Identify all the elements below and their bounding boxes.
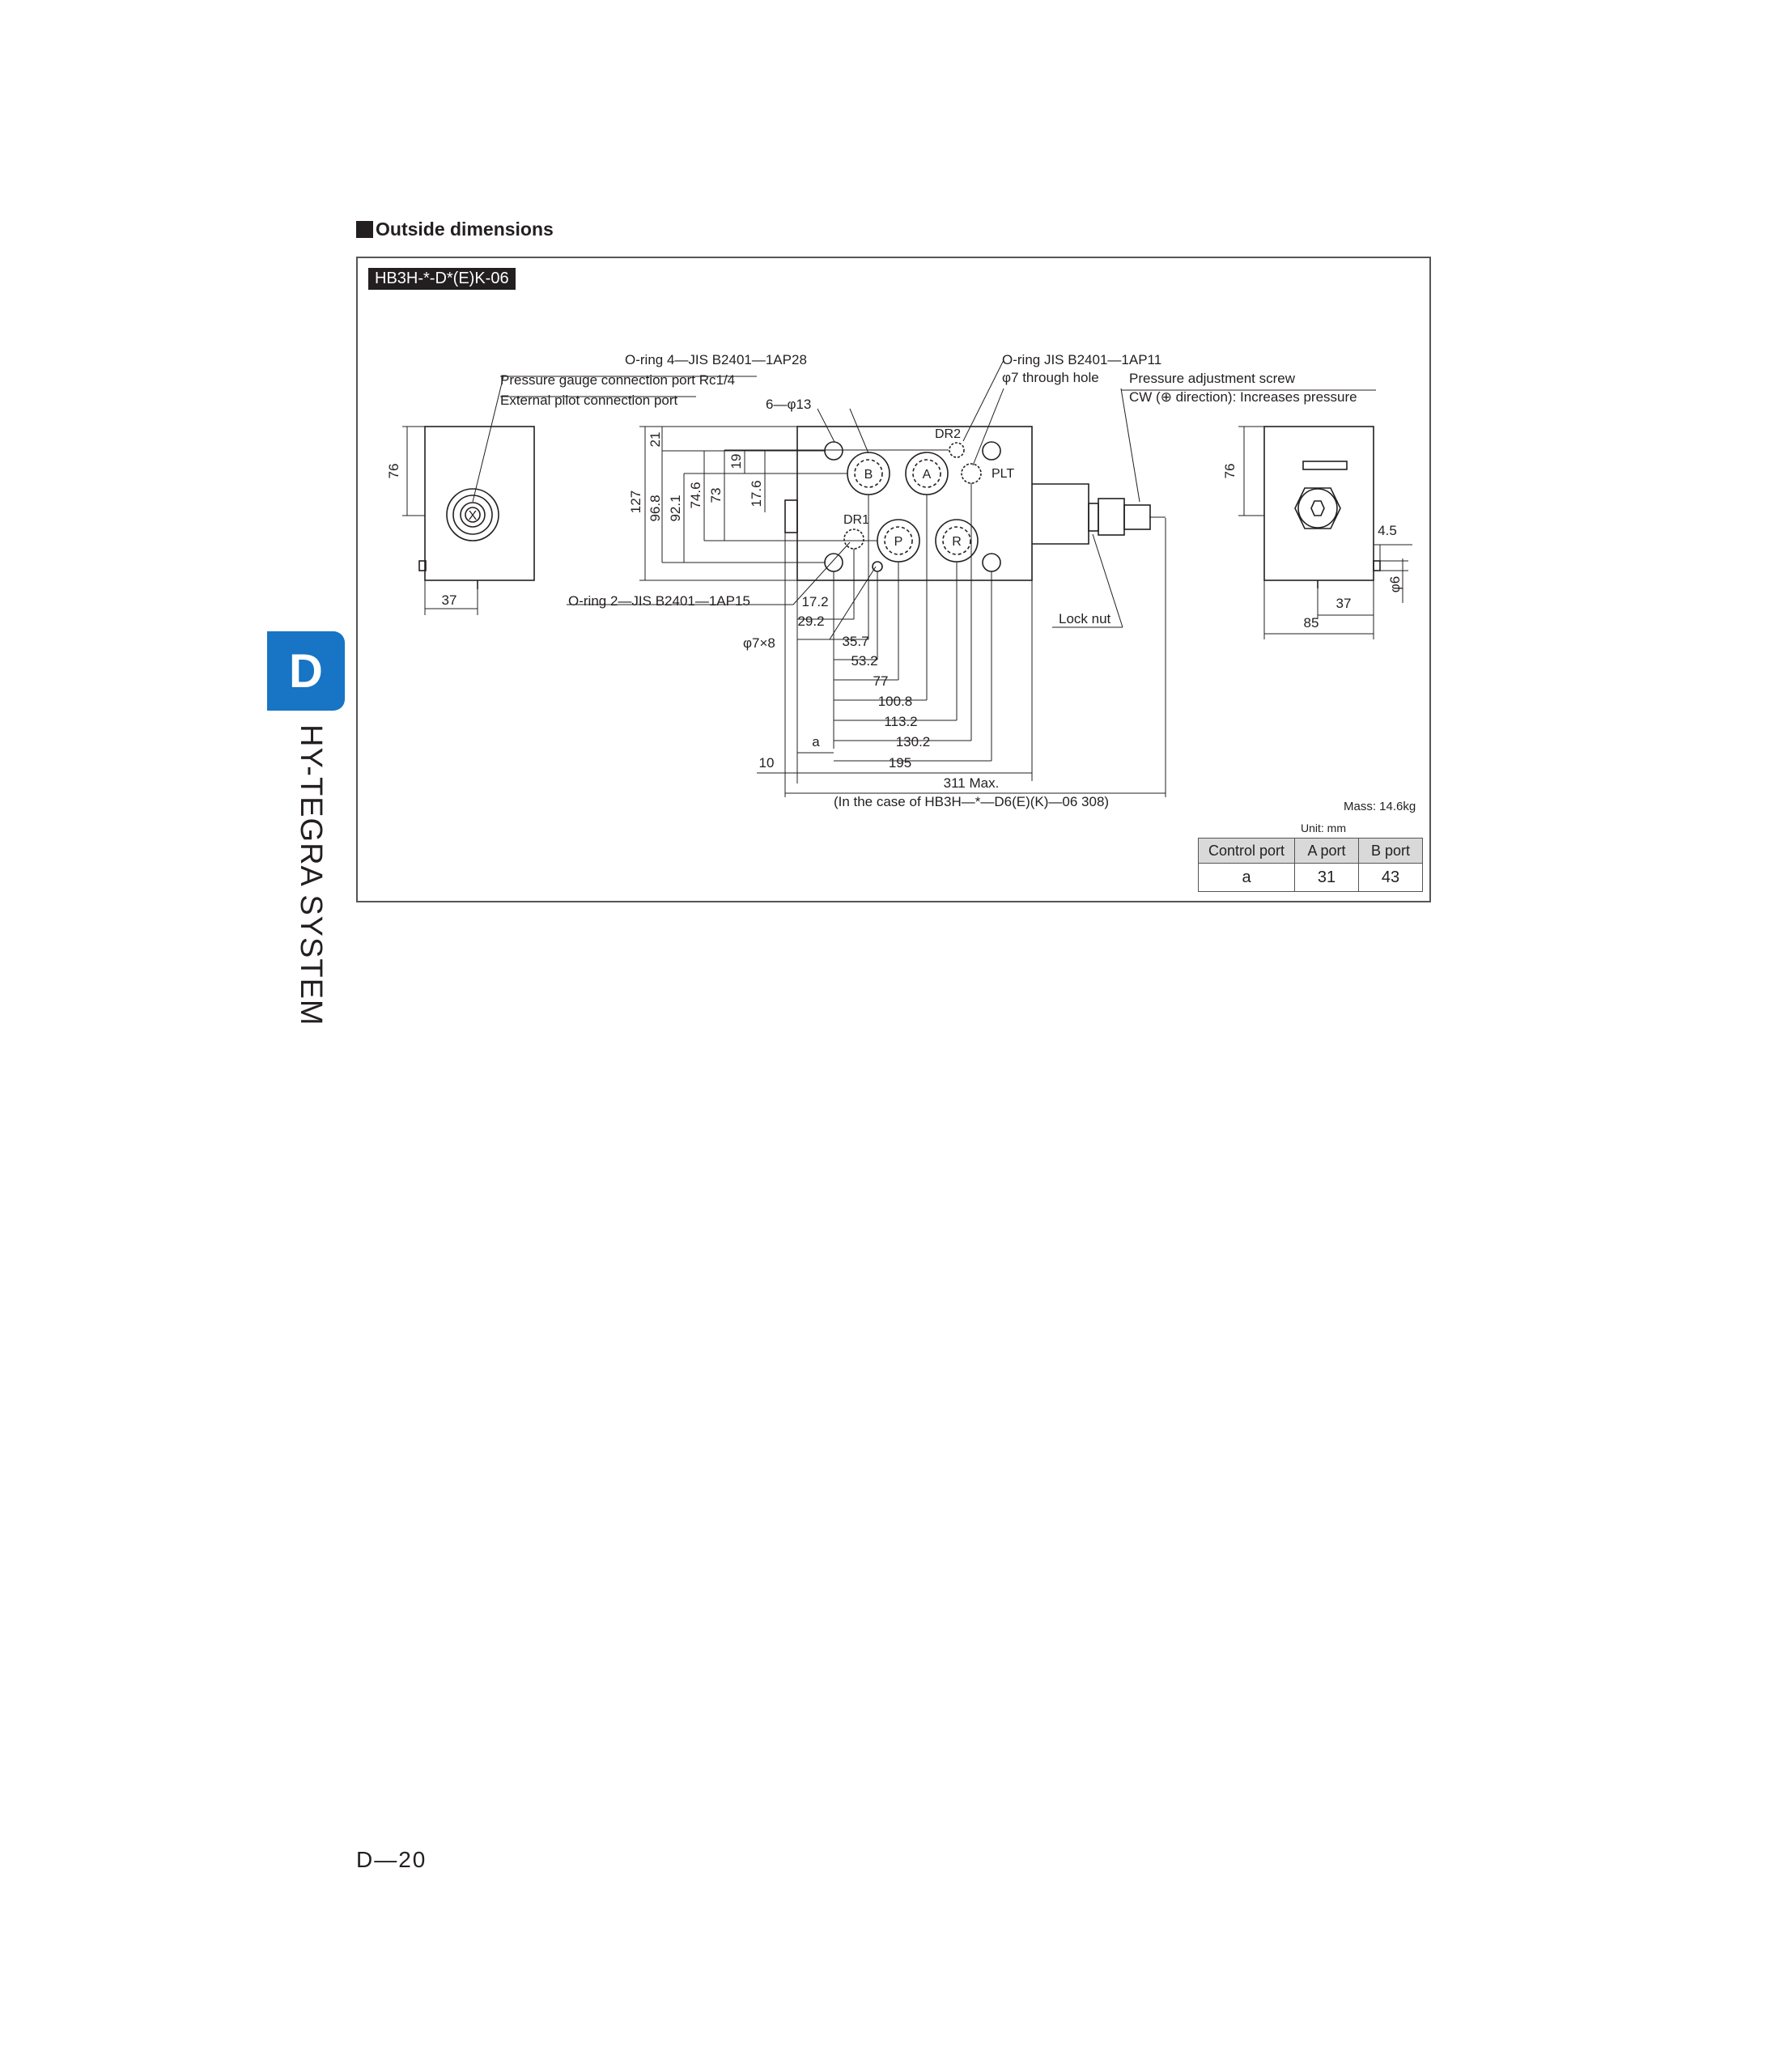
- callout-phi7x8: φ7×8: [743, 635, 775, 651]
- callout-oring-jis11: O-ring JIS B2401—1AP11: [1002, 352, 1162, 367]
- dim-17-2: 17.2: [801, 594, 829, 609]
- table-cell: 43: [1359, 864, 1423, 892]
- page-number: D—20: [356, 1847, 427, 1872]
- port-label-p: P: [894, 535, 903, 549]
- dim-35-7: 35.7: [842, 634, 869, 649]
- callout-gauge-port: Pressure gauge connection port Rc1/4: [500, 372, 736, 388]
- dim-right-37: 37: [1335, 596, 1352, 611]
- section-title-text: Outside dimensions: [376, 219, 554, 240]
- dim-a: a: [812, 734, 820, 749]
- port-label-dr1: DR1: [843, 513, 870, 527]
- dim-10: 10: [758, 755, 775, 771]
- dim-17-6: 17.6: [749, 480, 764, 507]
- dim-311: 311 Max.: [943, 775, 1000, 791]
- table-header: B port: [1359, 839, 1423, 864]
- dim-113-2: 113.2: [884, 714, 918, 729]
- port-label-dr2: DR2: [935, 427, 962, 441]
- dim-127: 127: [628, 490, 643, 514]
- dim-left-height: 76: [386, 463, 401, 479]
- callout-lock-nut: Lock nut: [1059, 611, 1111, 626]
- dim-73: 73: [708, 487, 724, 503]
- dim-92-1: 92.1: [668, 495, 683, 522]
- callout-oring2: O-ring 2—JIS B2401—1AP15: [568, 593, 750, 609]
- dim-77: 77: [873, 673, 889, 689]
- chapter-tab[interactable]: D: [267, 631, 345, 711]
- dim-left-width: 37: [441, 592, 457, 608]
- dim-4-5: 4.5: [1378, 523, 1397, 538]
- port-label-b: B: [864, 468, 873, 482]
- table-header: A port: [1295, 839, 1359, 864]
- table-row: [1199, 864, 1423, 892]
- mass-label: Mass: 14.6kg: [1344, 800, 1416, 813]
- table-cell: 31: [1295, 864, 1359, 892]
- dim-29-2: 29.2: [797, 614, 825, 629]
- chapter-title: HY-TEGRA SYSTEM: [294, 724, 328, 1026]
- table-header-row: [1199, 839, 1423, 864]
- dim-19: 19: [728, 453, 744, 469]
- port-label-plt: PLT: [992, 467, 1015, 481]
- callout-holes: 6—φ13: [766, 397, 812, 412]
- port-label-x: X: [468, 509, 478, 523]
- dim-right-height: 76: [1222, 463, 1238, 479]
- dim-74-6: 74.6: [688, 482, 703, 509]
- dim-96-8: 96.8: [648, 495, 663, 522]
- left-view-body: [425, 427, 534, 580]
- callout-cw-direction: CW (⊕ direction): Increases pressure: [1129, 389, 1357, 405]
- dim-right-85: 85: [1303, 615, 1319, 631]
- right-view-body: [1264, 427, 1374, 580]
- model-label: HB3H-*-D*(E)K-06: [368, 268, 516, 290]
- callout-oring4: O-ring 4—JIS B2401—1AP28: [625, 352, 807, 367]
- callout-adj-screw: Pressure adjustment screw: [1129, 371, 1296, 386]
- port-label-a: A: [922, 468, 932, 482]
- dim-130-2: 130.2: [895, 734, 931, 749]
- dim-195: 195: [888, 755, 912, 771]
- table-cell: a: [1199, 864, 1295, 892]
- control-port-table: [1198, 838, 1423, 892]
- port-label-r: R: [952, 535, 962, 549]
- table-header: Control port: [1199, 839, 1295, 864]
- dim-21: 21: [648, 431, 663, 448]
- callout-ext-pilot: External pilot connection port: [500, 393, 678, 408]
- dim-53-2: 53.2: [851, 653, 878, 669]
- dim-311-note: (In the case of HB3H—*—D6(E)(K)—06 308): [833, 794, 1110, 809]
- dim-100-8: 100.8: [877, 694, 913, 709]
- dim-phi6: φ6: [1387, 575, 1403, 593]
- unit-label: Unit: mm: [1301, 822, 1346, 834]
- callout-through-hole: φ7 through hole: [1002, 370, 1099, 385]
